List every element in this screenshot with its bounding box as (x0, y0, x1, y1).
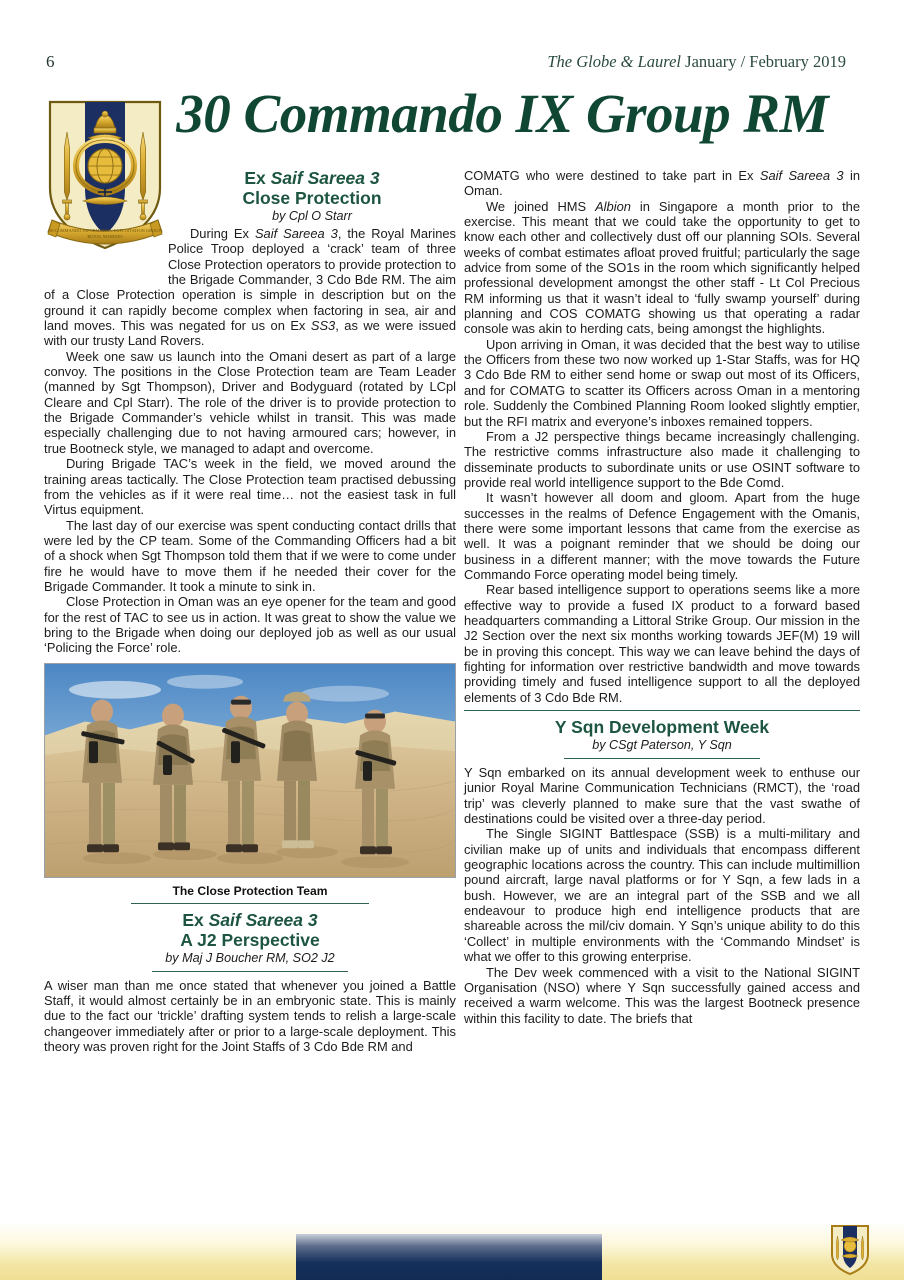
footer-crest-icon (829, 1224, 871, 1276)
section-divider-rule (464, 710, 860, 711)
page-footer (0, 1222, 904, 1280)
byline-divider-rule (564, 758, 760, 759)
article-title: Y Sqn Development Week (554, 717, 770, 738)
paragraph: Rear based intelligence support to operations seems like a more effective way to provide a fused IX product to a forward based headquarters commanding a Littoral Strike Group. Our mission in the J2 Section over the next six months working towards JEF(M) 19 will be in proving this concept. This way we can leave behind the days of fighting for information over restrictive bandwidth and move towards providing timely and fused intelligence support to all the deployed elements of 3 Cdo Bde RM. (464, 582, 860, 705)
running-head-right (547, 52, 846, 72)
paragraph: From a J2 perspective things became increasingly challenging. The restrictive comms infrastructure also made it challenging to disseminate products to subordinate units or use OSINT software to provide real world intelligence support to the Bde Comd. (464, 428, 860, 490)
paragraph: The last day of our exercise was spent conducting contact drills that were led by the CP team. Some of the Commanding Officers had a bit of a shock when Sgt Thompson told them that if we were to come under fire he would have to move them if he needed their cover for the Brigade Commander. It took a minute to sink in. (44, 517, 456, 594)
j2-perspective-body-left (44, 978, 456, 1055)
kicker-label: Ex (244, 168, 271, 188)
close-protection-body (44, 226, 456, 656)
article-kicker-line (44, 910, 456, 930)
crest-text-wrap-spacer (44, 168, 168, 276)
svg-text:30 COMMANDO INFORMATION EXPLOI: 30 COMMANDO INFORMATION EXPLOITATION GROUP (49, 228, 161, 233)
page-title: 30 Commando IX Group RM (176, 83, 828, 144)
y-sqn-body (464, 765, 860, 1026)
article-byline: by CSgt Paterson, Y Sqn (592, 738, 732, 753)
paragraph: Week one saw us launch into the Omani desert as part of a large convoy. The positions in the Close Protection team are Team Leader (manned by Sgt Thompson), Driver and Bodyguard (rotated by LCpl Cleare and Cpl Starr). The role of the driver is to provide protection to the Brigade Commander’s vehicle whilst in transit. This was made especially challenging due to not having armoured cars; however, in true Bootneck style, we managed to adapt and overcome. (44, 348, 456, 456)
byline-divider-rule (152, 971, 348, 972)
issue-date: January / February 2019 (685, 52, 846, 71)
paragraph: It wasn’t however all doom and gloom. Apart from the huge successes in the realms of Defence Engagement with the Omanis, there were some important lessons that came from the exercise as well. It was a poignant reminder that we should be doing our business in a different manner; with the move towards the Future Commando Force operating model being timely. (464, 490, 860, 582)
photo-caption: The Close Protection Team (172, 883, 328, 898)
kicker-exercise-name: Saif Sareea 3 (270, 168, 380, 188)
paragraph: During Ex Saif Sareea 3, the Royal Marines Police Troop deployed a ‘crack’ team of three Close Protection operators to provide protection to the Brigade Commander, 3 Cdo Bde RM. The aim of a Close Protection operation is simple in description but on the ground it can rapidly become complex when factoring in sea, air and land moves. This was negated for us on Ex SS3, as we were issued with our trusty Land Rovers. (44, 226, 456, 349)
j2-perspective-body-right (464, 168, 860, 705)
paragraph: Upon arriving in Oman, it was decided that the best way to utilise the Officers from these two now worked up 1-Star Staffs, was for HQ 3 Cdo Bde RM to either send home or swap out most of its Officers, and for COMATG to scatter its Officers across Oman in a mentoring role. Suddenly the Combined Planning Room looked slightly emptier, but the RFI matrix and everyone’s inboxes remained toppers. (464, 336, 860, 429)
section-divider-rule (131, 903, 369, 904)
article-byline: by Cpl O Starr (272, 209, 352, 223)
article-head-close-protection (168, 168, 456, 224)
close-protection-photo (44, 663, 456, 878)
article-byline: by Maj J Boucher RM, SO2 J2 (165, 950, 335, 965)
paragraph: A wiser man than me once stated that whenever you joined a Battle Staff, it would almost certainly be in an embryonic state. This is mainly due to the fact our ‘trickle’ drafting system tends to relish a large-scale changeover immediately after or prior to a large-scale deployment. This theory was proven right for the Joint Staffs of 3 Cdo Bde RM and (44, 977, 456, 1054)
paragraph: Y Sqn embarked on its annual development week to enthuse our junior Royal Marine Communication Technicians (RMCT), the ‘road trip’ was cleverly planned to make sure that the vast swathe of destinations could be visited over a three-day period. (464, 765, 860, 827)
running-head (0, 52, 904, 74)
paragraph: COMATG who were destined to take part in Ex Saif Sareea 3 in Oman. (464, 168, 860, 199)
paragraph: During Brigade TAC’s week in the field, we moved around the training areas tactically. The Close Protection team practised debussing from the vehicles as if it were real time… not the easiest task in full Virtus equipment. (44, 456, 456, 518)
paragraph: We joined HMS Albion in Singapore a month prior to the exercise. This meant that we could take the opportunity to get to know each other and collectively dust off our planning SOIs. Several weeks of combat estimates afloat proved fruitful; particularly the sage advice from some of the SO1s in the room which significantly helped professional development amongst the other staff - Lt Col Precious RM informing us that it wasn’t ideal to ‘fully swamp yourself’ during planning and COS COMATG showing us that operating a radar console was akin to herding cats, being amongst the highlights. (464, 198, 860, 337)
svg-text:ROYAL MARINES: ROYAL MARINES (87, 234, 123, 239)
article-title: A J2 Perspective (180, 929, 320, 950)
publication-title: The Globe & Laurel (547, 52, 682, 71)
kicker-exercise-name: Saif Sareea 3 (208, 909, 318, 930)
article-title: Close Protection (242, 188, 382, 208)
footer-navy-block (296, 1234, 602, 1280)
page-number: 6 (46, 52, 55, 71)
kicker-label: Ex (182, 909, 209, 930)
article-head-j2-perspective (44, 910, 456, 966)
left-column (44, 168, 456, 1054)
article-head-y-sqn (464, 717, 860, 753)
paragraph: Close Protection in Oman was an eye opener for the team and good for the rest of TAC to see us in action. It was great to show the value we bring to the Brigade when doing our deployed job as well as our usual ‘Policing the Force’ role. (44, 594, 456, 656)
paragraph: The Dev week commenced with a visit to the National SIGINT Organisation (NSO) where Y Sqn successfully gained access and received a warm welcome. This was the largest Bootneck presence within this facility to date. The briefs that (464, 964, 860, 1026)
paragraph: The Single SIGINT Battlespace (SSB) is a multi-military and civilian make up of units and individuals that encompass different geographic locations across the country. This can include multimillion pound aircraft, large naval platforms or for Y Sqn, a few lads in a bush. However, we are an integral part of the SSB and we all endeavour to produce high end intelligence products that are shareable across the mil/civ domain. Y Sqn’s unique ability to do this ‘Collect’ in multiple environments with the ‘Commando Mindset’ is what we offer to this growing enterprise. (464, 826, 860, 965)
right-column (464, 168, 860, 1026)
article-kicker-line (168, 168, 456, 188)
